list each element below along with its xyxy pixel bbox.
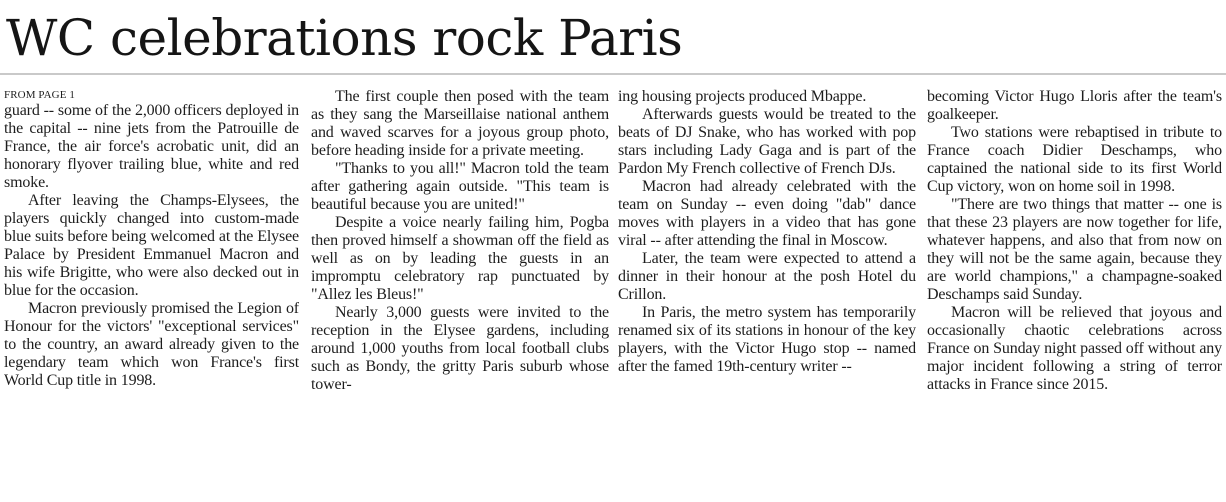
headline: WC celebrations rock Paris: [6, 9, 683, 67]
article-paragraph: "Thanks to you all!" Macron told the team after gathering again outside. "This team is beautiful because you are united!": [311, 160, 609, 213]
article-paragraph: Later, the team were expected to attend a dinner in their honour at the posh Hotel du Crillon.: [618, 250, 916, 303]
article-paragraph: Afterwards guests would be treated to the beats of DJ Snake, who has worked with pop stars including Lady Gaga and is part of the Pardon My French collective of French DJs.: [618, 106, 916, 177]
article-paragraph: becoming Victor Hugo Lloris after the team's goalkeeper.: [927, 88, 1222, 123]
article-column-2: [311, 88, 609, 502]
article-paragraph: After leaving the Champs-Elysees, the players quickly changed into custom-made blue suits before being welcomed at the Elysee Palace by President Emmanuel Macron and his wife Brigitte, who were also decked out in blue for the occasion.: [4, 192, 299, 299]
continuation-kicker: FROM PAGE 1: [4, 89, 75, 101]
article-column-1: [4, 88, 299, 502]
article-paragraph: ing housing projects produced Mbappe.: [618, 88, 867, 105]
article-paragraph: Macron will be relieved that joyous and occasionally chaotic celebrations across France on Sunday night passed off without any major incident following a string of terror attacks in France since 2015.: [927, 304, 1222, 393]
article-paragraph: "There are two things that matter -- one is that these 23 players are now together for life, whatever happens, and also that from now on they will not be the same again, because they are world champions," a champagne-soaked Deschamps said Sunday.: [927, 196, 1222, 303]
article-column-4: [927, 88, 1222, 502]
article-paragraph: Nearly 3,000 guests were invited to the reception in the Elysee gardens, including around 1,000 youths from local football clubs such as Bondy, the gritty Paris suburb whose tower-: [311, 304, 609, 393]
article-paragraph: Despite a voice nearly failing him, Pogba then proved himself a showman off the field as well as on by leading the guests in an impromptu celebratory rap punctuated by "Allez les Bleus!": [311, 214, 609, 303]
article-paragraph: The first couple then posed with the team as they sang the Marseillaise national anthem and waved scarves for a joyous group photo, before heading inside for a private meeting.: [311, 88, 609, 159]
article-paragraph: guard -- some of the 2,000 officers deployed in the capital -- nine jets from the Patrouille de France, the air force's acrobatic unit, did an honorary flyover trailing blue, white and red smoke.: [4, 102, 299, 191]
article-paragraph: Macron had already celebrated with the team on Sunday -- even doing "dab" dance moves with players in a video that has gone viral -- after attending the final in Moscow.: [618, 178, 916, 249]
article-paragraph: In Paris, the metro system has temporarily renamed six of its stations in honour of the key players, with the Victor Hugo stop -- named after the famed 19th-century writer --: [618, 304, 916, 375]
article-paragraph: Two stations were rebaptised in tribute to France coach Didier Deschamps, who captained the national side to its first World Cup victory, won on home soil in 1998.: [927, 124, 1222, 195]
headline-divider: [0, 73, 1226, 75]
article-paragraph: Macron previously promised the Legion of Honour for the victors' "exceptional services" to the country, an award already given to the legendary team which won France's first World Cup title in 1998.: [4, 300, 299, 389]
article-column-3: [618, 88, 916, 502]
